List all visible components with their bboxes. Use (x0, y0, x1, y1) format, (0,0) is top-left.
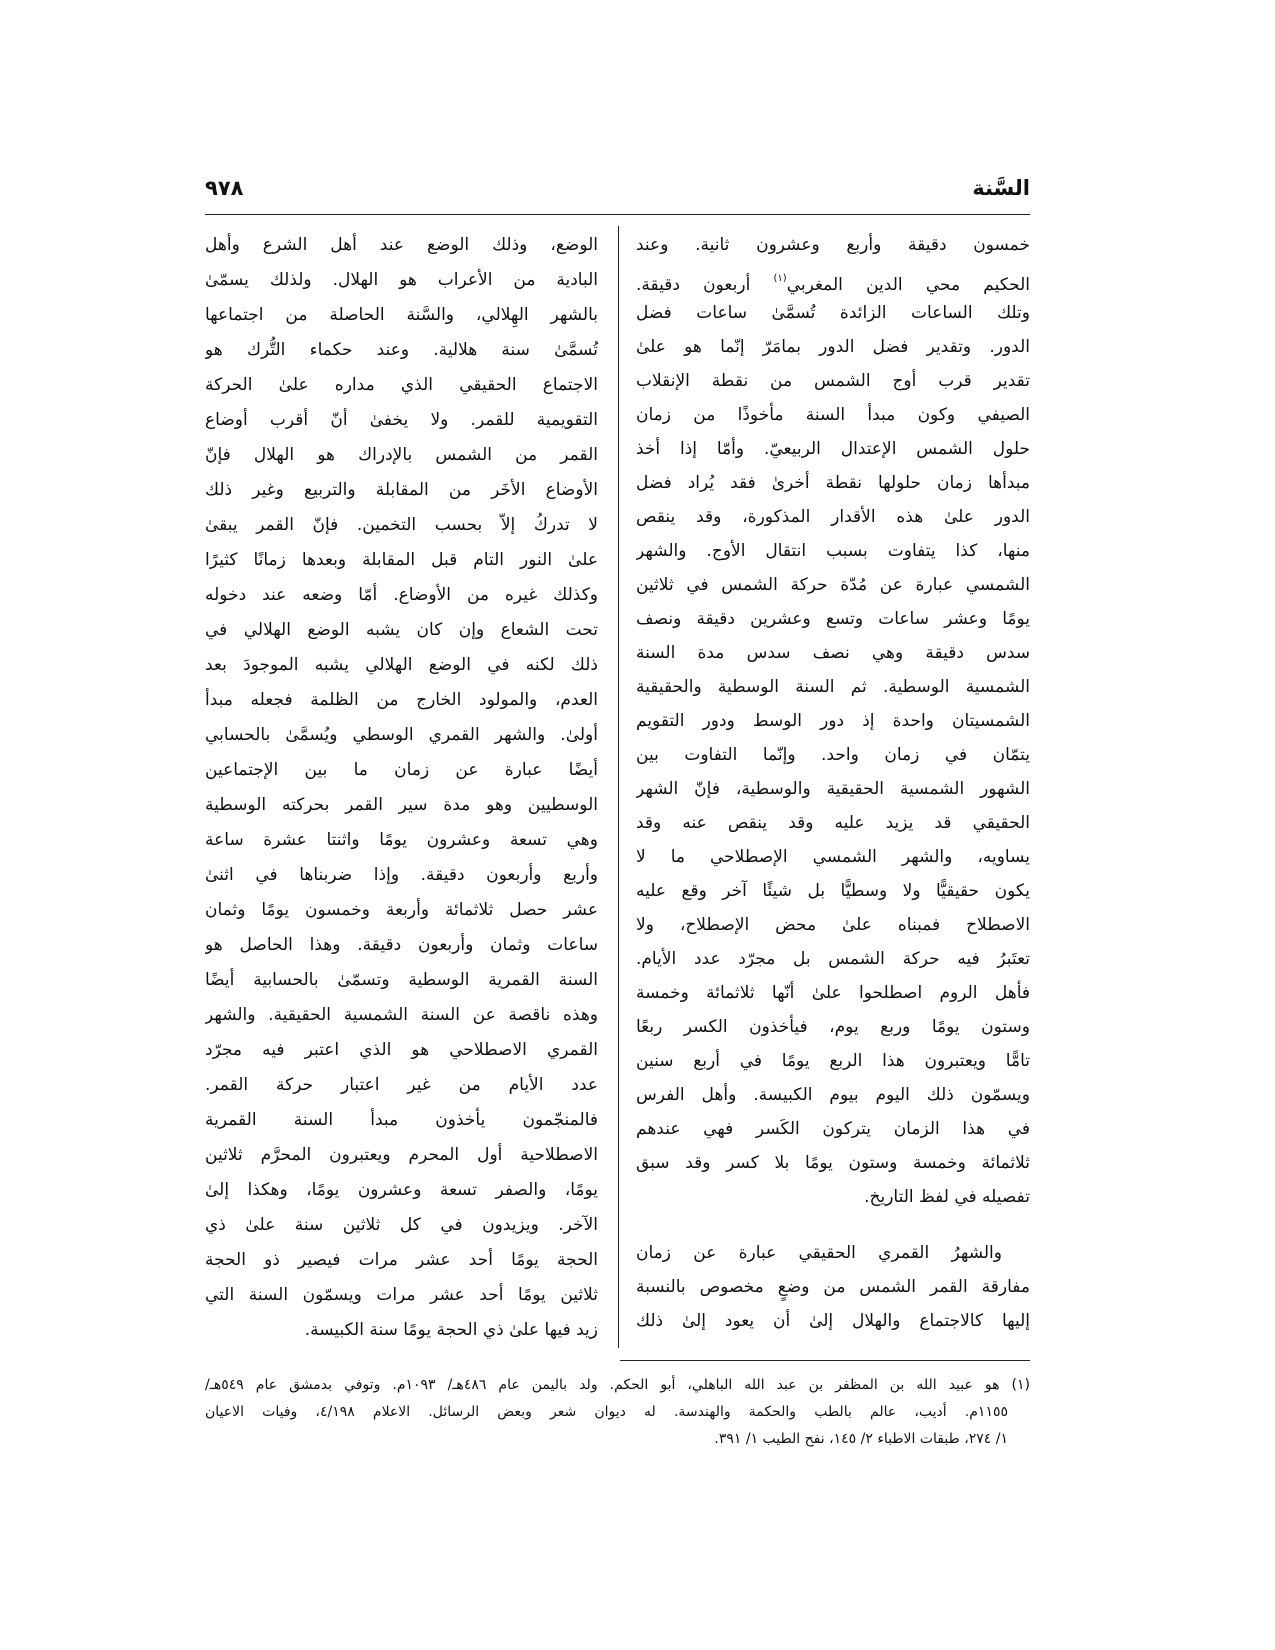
text-line: ويسمّون ذلك اليوم بيوم الكبيسة. وأهل الفرس (636, 1085, 1030, 1105)
text-line: يتمّان في زمان واحد. وإنّما التفاوت بين (636, 745, 1030, 765)
text-line: عدد الأيام من غير اعتبار حركة القمر. (205, 1075, 598, 1095)
text-line: يساويه، والشهر الشمسي الإصطلاحي ما لا (636, 847, 1030, 867)
text-line: ذلك لكنه في الوضع الهلالي يشبه الموجودَ بعد (205, 655, 598, 675)
text-line: لا تدركُ إلاّ بحسب التخمين. فإنّ القمر يبقىٰ (205, 515, 598, 535)
left-column (205, 228, 598, 1348)
text-line: البادية من الأعراب هو الهلال. ولذلك يسمّىٰ (205, 270, 598, 290)
text-line: بالشهر الهِلالي، والسَّنة الحاصلة من اجتماعها (205, 305, 598, 325)
text-line: ساعات وثمان وأربعون دقيقة. وهذا الحاصل هو (205, 935, 598, 955)
text-line: سدس دقيقة وهي نصف سدس مدة السنة (636, 643, 1030, 663)
text-line: الوسطيين وهو مدة سير القمر بحركته الوسطية (205, 795, 598, 815)
text-line: الدور علىٰ هذه الأقدار المذكورة، وقد ينقص (636, 507, 1030, 527)
text-line: حلول الشمس الإعتدال الربيعيّ. وأمّا إذا أخذ (636, 439, 1030, 459)
text-fragment: الحكيم محي الدين المغربي (786, 275, 1030, 295)
text-line: فالمنجّمون يأخذون مبدأ السنة القمرية (205, 1110, 598, 1130)
text-line: عشر حصل ثلاثمائة وأربعة وخمسون يومًا وثمان (205, 900, 598, 920)
text-line: الشهور الشمسية الحقيقية والوسطية، فإنّ الشهر (636, 779, 1030, 799)
text-line: تُسمَّىٰ سنة هلالية. وعند حكماء التُّرك هو (205, 340, 598, 360)
text-line: تعتَبرُ فيه حركة الشمس بل مجرّد عدد الأيام. (636, 949, 1030, 969)
text-line: الوضع، وذلك الوضع عند أهل الشرع وأهل (205, 235, 598, 255)
text-line: مفارقة القمر الشمس من وضعٍ مخصوص بالنسبة (636, 1277, 1030, 1297)
text-line: الاصطلاحية أول المحرم ويعتبرون المحرَّم ثلاثين (205, 1145, 598, 1165)
text-line: وتلك الساعات الزائدة تُسمَّىٰ ساعات فضل (636, 303, 1030, 323)
text-line: الشمسيتان واحدة إذ دور الوسط ودور التقويم (636, 711, 1030, 731)
text-line: القمري الاصطلاحي هو الذي اعتبر فيه مجرّد (205, 1040, 598, 1060)
text-line: إليها كالاجتماع والهلال إلىٰ أن يعود إلىٰ ذلك (636, 1311, 1030, 1331)
text-line: أيضًا عبارة عن زمان ما بين الإجتماعين (205, 760, 598, 780)
text-line: يكون حقيقيًّا ولا وسطيًّا بل شيئًا آخر وقع عليه (636, 881, 1030, 901)
text-line: الحقيقي قد يزيد عليه وقد ينقص عنه وقد (636, 813, 1030, 833)
text-line: الأوضاع الأخَر من المقابلة والتربيع وغير ذلك (205, 480, 598, 500)
text-line: التقويمية للقمر. ولا يخفىٰ أنّ أقرب أوضاع (205, 410, 598, 430)
page-header (205, 176, 1030, 206)
footnotes (205, 1372, 1030, 1453)
footnote-line: ١١٥٥م. أديب، عالم بالطب والحكمة والهندسة. له ديوان شعر وبعض الرسائل. الاعلام ٤/١٩٨، وفيات الاعيان (205, 1404, 1008, 1420)
text-line: زيد فيها علىٰ ذي الحجة يومًا سنة الكبيسة. (304, 1320, 598, 1340)
text-line: ثلاثين يومًا أحد عشر مرات ويسمّون السنة التي (205, 1285, 598, 1305)
text-line: الدور. وتقدير فضل الدور بمامَرّ إنّما هو علىٰ (636, 337, 1030, 357)
running-title: السَّنة (972, 176, 1030, 200)
header-rule (205, 214, 1030, 215)
text-line: وأربع وأربعون دقيقة. وإذا ضربناها في اثنىٰ (205, 865, 598, 885)
text-line (636, 262, 1030, 296)
text-line: يومًا وعشر ساعات وتسع وعشرين دقيقة ونصف (636, 609, 1030, 629)
paragraph-gap (636, 1214, 1030, 1236)
text-line: مبدأها زمان حلولها نقطة أخرىٰ فقد يُراد فضل (636, 473, 1030, 493)
text-line: الحجة يومًا أحد عشر مرات فيصير ذو الحجة (205, 1250, 598, 1270)
text-line: الاجتماع الحقيقي الذي مداره علىٰ الحركة (205, 375, 598, 395)
text-line: القمر من الشمس بالإدراك هو الهلال فإنّ (205, 445, 598, 465)
text-line: والشهرُ القمري الحقيقي عبارة عن زمان (636, 1243, 1002, 1263)
text-line: تقدير قرب أوج الشمس من نقطة الإنقلاب (636, 371, 1030, 391)
text-line: علىٰ النور التام قبل المقابلة وبعدها زمانًا كثيرًا (205, 550, 598, 570)
footnote-line: ١/ ٢٧٤، طبقات الاطباء ٢/ ١٤٥، نفح الطيب ١/ ٣٩١. (714, 1431, 1008, 1447)
text-line: وهي تسعة وعشرون يومًا واثنتا عشرة ساعة (205, 830, 598, 850)
text-line: تفصيله في لفظ التاريخ. (864, 1187, 1030, 1207)
text-line: العدم، والمولود الخارج من الظلمة فجعله مبدأ (205, 690, 598, 710)
text-line: السنة القمرية الوسطية وتسمّىٰ بالحسابية أيضًا (205, 970, 598, 990)
footnote-line: (١) هو عبيد الله بن المظفر بن عبد الله الباهلي، أبو الحكم. ولد باليمن عام ٤٨٦هـ/ ١٠٩٣م. وتوفي بدمشق عام ٥٤٩هـ/ (205, 1377, 1030, 1393)
right-column (636, 228, 1030, 1338)
text-line: الآخر. ويزيدون في كل ثلاثين سنة علىٰ ذي (205, 1215, 598, 1235)
text-line: الشمسي عبارة عن مُدّة حركة الشمس في ثلاثين (636, 575, 1030, 595)
text-line: وكذلك غيره من الأوضاع. أمّا وضعه عند دخوله (205, 585, 598, 605)
footnote-reference[interactable]: (١) (773, 273, 787, 284)
text-line: يومًا، والصفر تسعة وعشرون يومًا، وهكذا إلىٰ (205, 1180, 598, 1200)
page-number: ٩٧٨ (205, 176, 244, 200)
text-line: الاصطلاح فمبناه علىٰ محض الإصطلاح، ولا (636, 915, 1030, 935)
text-line: خمسون دقيقة وأربع وعشرون ثانية. وعند (636, 235, 1030, 255)
text-line: منها، كذا يتفاوت بسبب انتقال الأوج. والشهر (636, 541, 1030, 561)
text-line: الشمسية الوسطية. ثم السنة الوسطية والحقيقية (636, 677, 1030, 697)
text-line: وستون يومًا وربع يوم، فيأخذون الكسر ربعًا (636, 1017, 1030, 1037)
text-line: ثلاثمائة وخمسة وستون يومًا بلا كسر وقد سبق (636, 1153, 1030, 1173)
text-fragment: أربعون دقيقة. (636, 275, 774, 295)
text-line: تحت الشعاع وإن كان يشبه الوضع الهلالي في (205, 620, 598, 640)
text-line: فأهل الروم اصطلحوا علىٰ أنّها ثلاثمائة وخمسة (636, 983, 1030, 1003)
footnote-rule (620, 1360, 1030, 1361)
text-line: الصيفي وكون مبدأ السنة مأخوذًا من زمان (636, 405, 1030, 425)
text-line: أولىٰ. والشهر القمري الوسطي ويُسمَّىٰ بالحسابي (205, 725, 598, 745)
text-line: وهذه ناقصة عن السنة الشمسية الحقيقية. والشهر (205, 1005, 598, 1025)
text-line: في هذا الزمان يتركون الكَسر فهي عندهم (636, 1119, 1030, 1139)
text-line: تامًّا ويعتبرون هذا الربع يومًا في أربع سنين (636, 1051, 1030, 1071)
column-divider (618, 226, 619, 1348)
